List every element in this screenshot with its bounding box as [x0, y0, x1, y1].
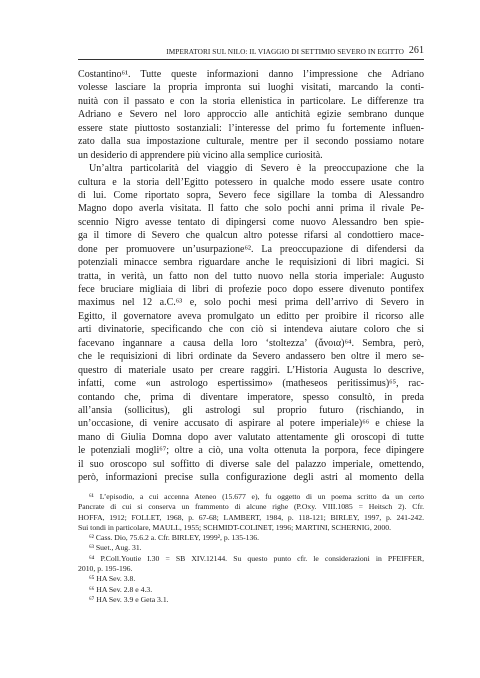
footnote-line: ⁶⁵ HA Sev. 3.8.	[89, 574, 136, 584]
body-line: mano di Giulia Domna dopo aver valutato attentamente gli oroscopi di tutte	[78, 431, 424, 443]
body-text	[78, 68, 424, 485]
body-line: infatti, come «un astrologo espertissimo» (matheseos peritissimus)⁶⁵, rac-	[78, 378, 424, 390]
body-line: il suo oroscopo sul soffitto di diverse sale del palazzo imperiale, omettendo,	[78, 458, 424, 470]
footnote-line: 2010, p. 195-196.	[78, 564, 133, 574]
footnote-line: ⁶³ Suet., Aug. 31.	[89, 543, 142, 553]
body-line: un’occasione, di venire accusato di aspirare al potere imperiale)⁶⁶ e chiese la	[78, 418, 424, 430]
body-line: questro di materiale usato per creare raggiri. L’Historia Augusta lo descrive,	[78, 364, 424, 376]
body-line: le potenziali mogli⁶⁷; oltre a ciò, una volta ottenuta la porpora, fece dipingere	[78, 445, 424, 457]
body-line: Costantino⁶¹. Tutte queste informazioni danno l’impressione che Adriano	[78, 69, 424, 80]
body-line: done per promuovere un’usurpazione⁶². La preoccupazione di difendersi da	[78, 243, 424, 255]
body-line: però, informazioni precise sulla configurazione degli astri al momento della	[78, 472, 424, 484]
body-line: ga il timore di Severo che qualcun altro potesse rifarsi al condottiero mace-	[78, 230, 424, 242]
body-line: arti divinatorie, specificando che con ciò si intendeva aiutare coloro che si	[78, 324, 424, 336]
body-line: zato dalla sua impostazione culturale, mentre per il secondo possiamo notare	[78, 136, 424, 148]
body-line: di lui. Come riportato sopra, Severo fece sigillare la tomba di Alessandro	[78, 189, 424, 201]
body-line: Magno dopo averla visitata. Il fatto che solo pochi anni prima il rivale Pe-	[78, 203, 424, 215]
body-line: Egitto, il governatore aveva promulgato un editto per proibire il ricorso alle	[78, 310, 424, 322]
body-line: facevano ingannare a causa della loro ‘stoltezza’ (ἄνοια)⁶⁴. Sembra, però,	[78, 337, 424, 349]
footnote-line: ⁶⁶ HA Sev. 2.8 e 4.3.	[89, 584, 153, 594]
footnote-line: Sui tondi in particolare, MAULL, 1955; SCHMIDT-COLINET, 1996; MARTINI, SCHERNIG, 2000.	[78, 522, 391, 532]
body-line: un desiderio di apprendere più vicino alla semplice curiosità.	[78, 149, 323, 161]
body-line: all’ansia (sollicitus), gli astrologi sul proprio futuro (rischiando, in	[78, 404, 424, 416]
body-line: maximus nel 12 a.C.⁶³ e, solo pochi mesi prima dell’arrivo di Severo in	[78, 297, 424, 309]
body-line: tratta, in verità, un fatto non del tutto nuovo nella storia imperiale: Augusto	[78, 270, 424, 282]
body-line: volesse lasciare la propria impronta sui luoghi visitati, marcando la conti-	[78, 82, 424, 94]
footnote-line: Pancrate di cui si conserva un frammento di alcune righe (P.Oxy. VIII.1085 = Heitsch 2). Cfr.	[78, 502, 424, 512]
footnote-line: ⁶¹ L’episodio, a cui accenna Ateneo (15.677 e), fu oggetto di un poema scritto da un certo	[89, 492, 424, 501]
body-line: nuità con il passato e con la storia ellenistica in particolare. Le differenze tra	[78, 95, 424, 107]
running-header	[78, 46, 424, 58]
body-line: cultura e la storia dell’Egitto potessero in qualche modo essere usate contro	[78, 176, 424, 188]
running-title: IMPERATORI SUL NILO: IL VIAGGIO DI SETTIMIO SEVERO IN EGITTO	[166, 47, 404, 56]
page-number: 261	[408, 45, 424, 56]
body-line: potenziali minacce sembra riguardare anche le requisizioni di libri magici. Si	[78, 257, 424, 269]
footnote-line: HOFFA, 1912; FOLLET, 1968, p. 67-68; LAMBERT, 1984, p. 118-121; BIRLEY, 1997, p. 241-242.	[78, 512, 424, 522]
body-line: scennio Nigro avesse tentato di dipingersi come nuovo Alessandro ben spie-	[78, 216, 424, 228]
footnote-line: ⁶² Cass. Dio, 75.6.2 a. Cfr. BIRLEY, 1999², p. 135-136.	[89, 533, 260, 543]
footnotes	[78, 492, 424, 605]
body-line: essere state piuttosto sostanziali: l’interesse del primo fu fortemente influen-	[78, 122, 424, 134]
footnote-line: ⁶⁴ P.Coll.Youtie I.30 = SB XIV.12144. Su questo punto cfr. le considerazioni in PFEIFFER,	[89, 553, 424, 563]
footnote-line: ⁶⁷ HA Sev. 3.9 e Geta 3.1.	[89, 594, 169, 604]
header-rule	[78, 59, 424, 60]
body-line: fece bruciare migliaia di libri di profezie poco dopo essere divenuto pontifex	[78, 284, 424, 295]
body-line: contando che, prima di diventare imperatore, spesso consultò, in preda	[78, 391, 424, 403]
body-line: Adriano e Severo nel loro approccio alle antichità egizie sembrano dunque	[78, 109, 424, 121]
body-line: Un’altra particolarità del viaggio di Severo è la preoccupazione che la	[89, 163, 424, 175]
body-line: che le requisizioni di libri ordinate da Severo andassero ben oltre il mero se-	[78, 351, 424, 363]
